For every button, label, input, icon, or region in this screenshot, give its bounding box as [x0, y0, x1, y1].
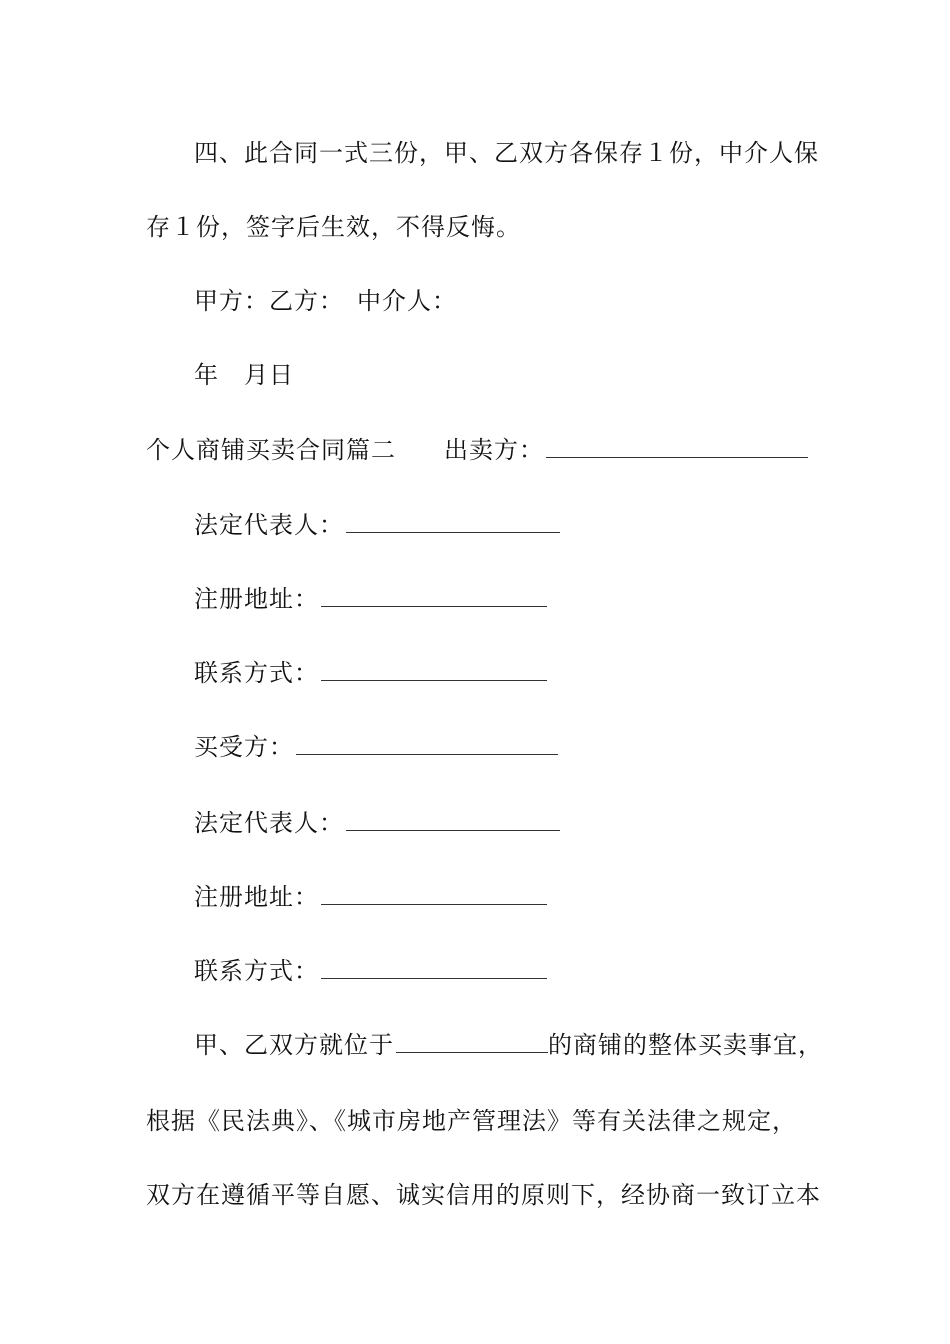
seller-address-blank[interactable]	[321, 584, 547, 607]
buyer-address-label: 注册地址：	[194, 883, 319, 911]
body-paragraph-line1	[194, 1025, 823, 1065]
buyer-legal-rep-blank[interactable]	[346, 808, 560, 831]
buyer-legal-rep-row	[194, 803, 816, 843]
buyer-address-row	[194, 877, 816, 917]
seller-legal-rep-label: 法定代表人：	[194, 511, 344, 539]
clause-four-line1: 四、此合同一式三份，甲、乙双方各保存１份，中介人保	[194, 139, 819, 167]
buyer-address-blank[interactable]	[321, 882, 547, 905]
body-paragraph-line2: 根据《民法典》、《城市房地产管理法》等有关法律之规定，	[146, 1107, 797, 1135]
buyer-blank[interactable]	[296, 732, 558, 755]
date-line: 年 月日	[194, 361, 294, 389]
seller-legal-rep-row	[194, 505, 816, 545]
buyer-contact-blank[interactable]	[321, 956, 547, 979]
section-title: 个人商铺买卖合同篇二	[146, 436, 396, 464]
buyer-row	[194, 727, 816, 767]
body-paragraph-line3: 双方在遵循平等自愿、诚实信用的原则下，经协商一致订立本	[146, 1181, 821, 1209]
buyer-contact-label: 联系方式：	[194, 957, 319, 985]
seller-label: 出卖方：	[444, 436, 544, 464]
clause-four-line2: 存１份，签字后生效，不得反悔。	[146, 213, 521, 241]
seller-address-label: 注册地址：	[194, 585, 319, 613]
seller-address-row	[194, 579, 816, 619]
section-heading-row	[146, 430, 816, 470]
seller-contact-row	[194, 653, 816, 693]
location-blank[interactable]	[396, 1030, 548, 1053]
seller-blank[interactable]	[546, 435, 808, 458]
buyer-contact-row	[194, 951, 816, 991]
buyer-legal-rep-label: 法定代表人：	[194, 809, 344, 837]
body-part1: 甲、乙双方就位于	[194, 1031, 394, 1059]
buyer-label: 买受方：	[194, 733, 294, 761]
seller-legal-rep-blank[interactable]	[346, 510, 560, 533]
body-part2: 的商铺的整体买卖事宜，	[548, 1031, 823, 1059]
seller-contact-blank[interactable]	[321, 658, 547, 681]
signature-parties: 甲方：乙方： 中介人：	[194, 287, 457, 315]
seller-contact-label: 联系方式：	[194, 659, 319, 687]
